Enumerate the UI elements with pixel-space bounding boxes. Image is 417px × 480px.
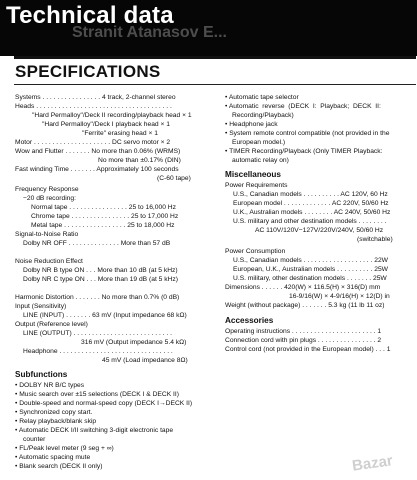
spec-headphone-value: 45 mV (Load impedance 8Ω)	[102, 357, 188, 364]
watermark-text: Stranit Atanasov E...	[72, 24, 227, 41]
power-consumption-heading: Power Consumption	[225, 248, 286, 255]
spec-headphone: Headphone . . . . . . . . . . . . . . . . . . . . . . . . . . . . . . .	[23, 348, 173, 355]
power-requirement: AC 110V/120V−127V/220V/240V, 50/60 Hz	[255, 227, 384, 234]
spec-heads: Heads . . . . . . . . . . . . . . . . . . . . . . . . . . . . . . . . . . . . .	[15, 103, 172, 110]
subfunction-item: • Automatic DECK I/II switching 3-digit electronic tape	[15, 427, 174, 434]
feature-item: • System remote control compatible (not provided in the	[225, 130, 390, 137]
spec-metal-tape: Metal tape . . . . . . . . . . . . . . . . . 25 to 18,000 Hz	[31, 222, 175, 229]
power-consumption: U.S. military, other destination models . . . . . . . 25W	[233, 275, 387, 282]
spec-nr-c: Dolby NR C type ON . . . More than 19 dB (at 5 kHz)	[23, 276, 178, 283]
feature-item-cont: Recording/Playback)	[232, 112, 294, 119]
subfunction-item-cont: counter	[23, 436, 46, 443]
power-requirement: (switchable)	[357, 236, 393, 243]
spec-head-3: "Ferrite" erasing head × 1	[82, 130, 158, 137]
feature-item: • Automatic tape selector	[225, 94, 299, 101]
spec-output-heading: Output (Reference level)	[15, 321, 88, 328]
spec-normal-tape: Normal tape . . . . . . . . . . . . . . . . 25 to 16,000 Hz	[31, 204, 176, 211]
subfunction-item: • Synchronized copy start.	[15, 409, 93, 416]
subfunction-item: • Relay playback/blank skip	[15, 418, 97, 425]
spec-wow: Wow and Flutter . . . . . . . No more than 0.06% (WRMS)	[15, 148, 181, 155]
spec-frequency-sub: −20 dB recording:	[23, 195, 76, 202]
subfunctions-heading: Subfunctions	[15, 370, 68, 379]
subfunction-item: • Blank search (DECK II only)	[15, 463, 103, 470]
spec-head-2: "Hard Permalloy"/Deck I playback head × 1	[42, 121, 170, 128]
spec-fast-winding-tape: (C-60 tape)	[157, 175, 191, 182]
spec-dimensions: Dimensions . . . . . . 420(W) × 116.5(H) × 316(D) mm	[225, 284, 381, 291]
spec-motor: Motor . . . . . . . . . . . . . . . . . . . . . DC servo motor × 2	[15, 139, 171, 146]
power-requirement: U.S., Canadian models . . . . . . . . . . AC 120V, 60 Hz	[233, 191, 388, 198]
feature-item: • TIMER Recording/Playback (Only TIMER Playback:	[225, 148, 383, 155]
spec-dimensions-inch: 16-9/16(W) × 4-9/16(H) × 12(D) in	[289, 293, 390, 300]
spec-nr-heading: Noise Reduction Effect	[15, 258, 83, 265]
spec-head-1: "Hard Permalloy"/Deck II recording/playback head × 1	[32, 112, 192, 119]
bazar-logo: Bazar	[351, 452, 394, 475]
power-consumption: European, U.K., Australian models . . . . . . . . . . 25W	[233, 266, 388, 273]
spec-line-output: LINE (OUTPUT) . . . . . . . . . . . . . . . . . . . . . . . . . . .	[23, 330, 173, 337]
spec-line-input: LINE (INPUT) . . . . . . . 63 mV (Input impedance 68 kΩ)	[23, 312, 187, 319]
page-title: Technical data	[6, 2, 174, 29]
spec-input-heading: Input (Sensitivity)	[15, 303, 67, 310]
power-requirement: U.K., Australian models . . . . . . . . AC 240V, 50/60 Hz	[233, 209, 391, 216]
spec-snr-heading: Signal-to-Noise Ratio	[15, 231, 79, 238]
feature-item: • Automatic reverse (DECK I: Playback; DECK II:	[225, 103, 381, 110]
spec-nr-b: Dolby NR B type ON . . . More than 10 dB (at 5 kHz)	[23, 267, 178, 274]
subfunction-item: • FL/Peak level meter (9 seg + ∞)	[15, 445, 114, 452]
accessory-item: Operating instructions . . . . . . . . . . . . . . . . . . . . . . . 1	[225, 328, 382, 335]
subfunction-item: • Automatic spacing mute	[15, 454, 91, 461]
power-requirements-heading: Power Requirements	[225, 182, 288, 189]
subfunction-item: • DOLBY NR B/C types	[15, 382, 85, 389]
spec-systems: Systems . . . . . . . . . . . . . . . . 4 track, 2-channel stereo	[15, 94, 176, 101]
feature-item-cont: European model.)	[232, 139, 286, 146]
accessory-item: Control cord (not provided in the European model) . . . 1	[225, 346, 391, 353]
feature-item: • Headphone jack	[225, 121, 278, 128]
miscellaneous-heading: Miscellaneous	[225, 170, 281, 179]
top-rule	[14, 56, 416, 59]
subfunction-item: • Double-speed and normal-speed copy (DECK I→DECK II)	[15, 400, 193, 407]
spec-snr: Dolby NR OFF . . . . . . . . . . . . . . More than 57 dB	[23, 240, 171, 247]
subfunction-item: • Music search over ±15 selections (DECK I & DECK II)	[15, 391, 179, 398]
spec-wow-din: No more than ±0.17% (DIN)	[98, 157, 181, 164]
spec-frequency-heading: Frequency Response	[15, 186, 79, 193]
power-consumption: U.S., Canadian models . . . . . . . . . . . . . . . . . . . 22W	[233, 257, 388, 264]
power-requirement: European model . . . . . . . . . . . . . AC 220V, 50/60 Hz	[233, 200, 389, 207]
spec-fast-winding: Fast winding Time . . . . . . . Approximately 100 seconds	[15, 166, 179, 173]
accessories-heading: Accessories	[225, 316, 274, 325]
spec-distortion: Harmonic Distortion . . . . . . . No more than 0.7% (0 dB)	[15, 294, 180, 301]
accessory-item: Connection cord with pin plugs . . . . . . . . . . . . . . . . 2	[225, 337, 382, 344]
spec-chrome-tape: Chrome tape . . . . . . . . . . . . . . . . 25 to 17,000 Hz	[31, 213, 179, 220]
section-title: SPECIFICATIONS	[15, 62, 161, 81]
section-rule	[14, 84, 416, 85]
spec-weight: Weight (without package) . . . . . . . 5.3 kg (11 lb 11 oz)	[225, 302, 385, 309]
spec-line-output-value: 316 mV (Output impedance 5.4 kΩ)	[81, 339, 187, 346]
feature-item-cont: automatic relay on)	[232, 157, 289, 164]
power-requirement: U.S. military and other destination models . . . . . . . .	[233, 218, 387, 225]
